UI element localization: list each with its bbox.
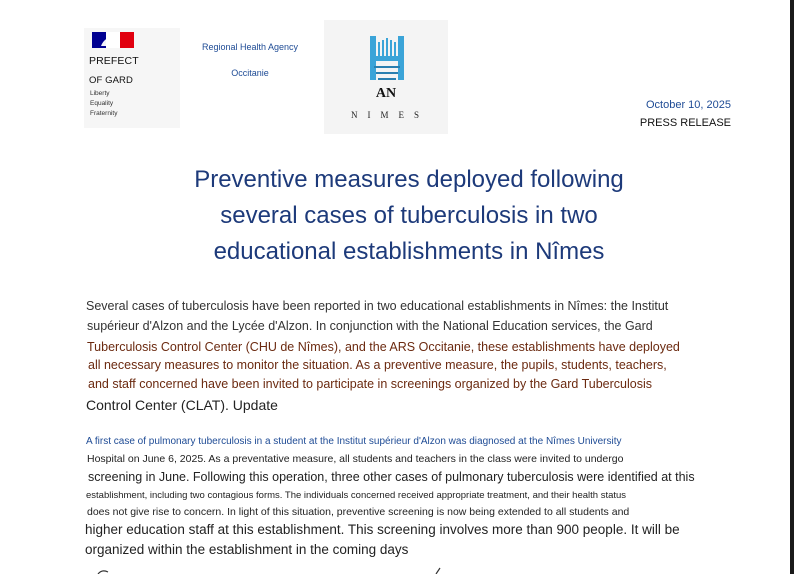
prefecture-logo [84, 28, 180, 128]
motto-liberty: Liberty [90, 90, 110, 97]
ars-logo [186, 38, 314, 88]
paragraph2-line: higher education staff at this establishment. This screening involves more than 900 people. It will be [85, 522, 680, 537]
document-title [140, 162, 678, 270]
prefecture-motto [90, 89, 117, 119]
page-edge [790, 0, 794, 574]
prefecture-name [89, 52, 139, 90]
press-release-label: PRESS RELEASE [639, 117, 731, 129]
paragraph2-line: establishment, including two contagious forms. The individuals concerned received appropriate treatment, and their health status [86, 490, 627, 501]
ars-region: Occitanie [231, 68, 269, 78]
paragraph2-line: organized within the establishment in the coming days [85, 542, 409, 557]
paragraph1-line: Several cases of tuberculosis have been reported in two educational establishments in Nîmes: the Institut [86, 299, 669, 313]
school-logo [324, 20, 448, 134]
paragraph1-line: and staff concerned have been invited to participate in screenings organized by the Gard Tuberculosis [88, 377, 653, 391]
paragraph2-line: does not give rise to concern. In light of this situation, preventive screening is now being extended to all students and [87, 506, 630, 518]
paragraph2-line: A first case of pulmonary tuberculosis in a student at the Institut supérieur d'Alzon was diagnosed at the Nîmes University [86, 436, 622, 447]
school-city: NIMES [350, 110, 429, 120]
paragraph1-line: supérieur d'Alzon and the Lycée d'Alzon. In conjunction with the National Education services, the Gard [87, 319, 653, 333]
title-line: Preventive measures deployed following [194, 166, 624, 193]
title-line: several cases of tuberculosis in two [220, 202, 598, 229]
prefecture-line1: PREFECT [89, 55, 139, 67]
motto-equality: Equality [90, 100, 114, 107]
prefecture-line2: OF GARD [89, 75, 133, 86]
motto-fraternity: Fraternity [90, 110, 118, 117]
release-date: October 10, 2025 [645, 99, 731, 111]
school-emblem-icon [324, 20, 448, 90]
paragraph2-line: Hospital on June 6, 2025. As a preventative measure, all students and teachers in the class were invited to undergo [87, 453, 624, 465]
paragraph1-line: Tuberculosis Control Center (CHU de Nîmes), and the ARS Occitanie, these establishments have deployed [87, 340, 680, 354]
school-initials: AN [375, 86, 397, 101]
truncated-next-line [90, 566, 490, 574]
paragraph1-line: all necessary measures to monitor the situation. As a preventive measure, the pupils, students, teachers, [88, 358, 667, 372]
paragraph2-line: screening in June. Following this operation, three other cases of pulmonary tuberculosis were identified at this [88, 470, 695, 484]
title-line: educational establishments in Nîmes [213, 238, 605, 265]
ars-name: Regional Health Agency [201, 42, 299, 52]
paragraph1-line: Control Center (CLAT). Update [86, 397, 278, 413]
marianne-flag-icon [92, 32, 134, 48]
